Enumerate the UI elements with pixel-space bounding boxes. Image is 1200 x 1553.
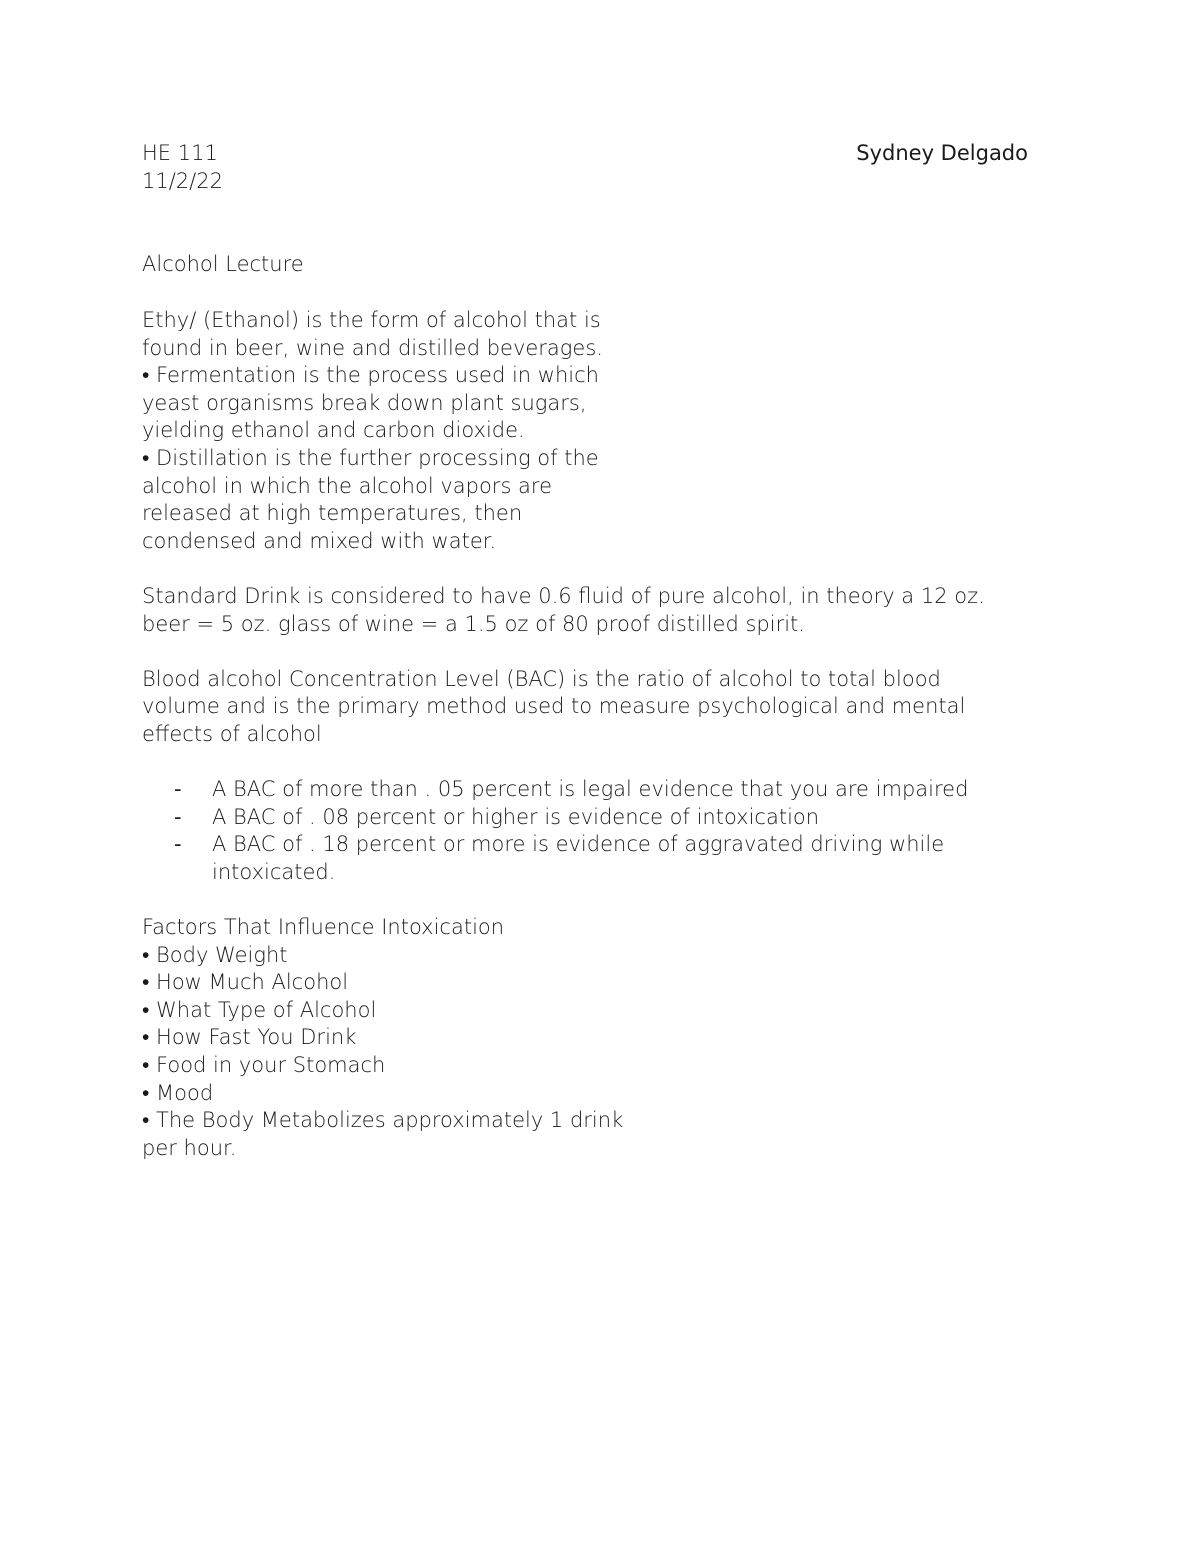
date: 11/2/22 xyxy=(142,169,223,193)
factor-item: • How Much Alcohol xyxy=(142,970,349,994)
factor-item: • What Type of Alcohol xyxy=(142,998,377,1022)
bac-line: Blood alcohol Concentration Level (BAC) is the ratio of alcohol to total blood xyxy=(142,667,941,691)
author-name: Sydney Delgado xyxy=(856,141,1028,165)
factor-item: • The Body Metabolizes approximately 1 drink xyxy=(142,1108,624,1132)
ethyl-line: alcohol in which the alcohol vapors are xyxy=(142,474,553,498)
document-title: Alcohol Lecture xyxy=(142,252,304,276)
ethyl-line: • Distillation is the further processing of the xyxy=(142,446,599,470)
factor-item-continuation: per hour. xyxy=(142,1136,237,1160)
standard-drink-line: beer = 5 oz. glass of wine = a 1.5 oz of 80 proof distilled spirit. xyxy=(142,612,805,636)
bac-list-item-continuation: intoxicated. xyxy=(212,860,336,884)
ethyl-line: released at high temperatures, then xyxy=(142,501,523,525)
factors-heading: Factors That Influence Intoxication xyxy=(142,915,505,939)
ethyl-line: yielding ethanol and carbon dioxide. xyxy=(142,418,525,442)
bac-line: effects of alcohol xyxy=(142,722,322,746)
factor-item: • How Fast You Drink xyxy=(142,1025,357,1049)
list-dash: - xyxy=(174,777,182,801)
list-dash: - xyxy=(174,805,182,829)
ethyl-line: Ethy/ (Ethanol) is the form of alcohol that is xyxy=(142,308,601,332)
bac-line: volume and is the primary method used to measure psychological and mental xyxy=(142,694,966,718)
bac-list-item: A BAC of . 18 percent or more is evidence of aggravated driving while xyxy=(212,832,945,856)
factor-item: • Mood xyxy=(142,1081,214,1105)
factor-item: • Food in your Stomach xyxy=(142,1053,386,1077)
factor-item: • Body Weight xyxy=(142,943,288,967)
ethyl-line: • Fermentation is the process used in which xyxy=(142,363,599,387)
ethyl-line: condensed and mixed with water. xyxy=(142,529,497,553)
course-code: HE 111 xyxy=(142,141,218,165)
ethyl-line: found in beer, wine and distilled beverages. xyxy=(142,336,603,360)
bac-list-item: A BAC of . 08 percent or higher is evidence of intoxication xyxy=(212,805,820,829)
ethyl-line: yeast organisms break down plant sugars, xyxy=(142,391,587,415)
list-dash: - xyxy=(174,832,182,856)
bac-list-item: A BAC of more than . 05 percent is legal evidence that you are impaired xyxy=(212,777,969,801)
standard-drink-line: Standard Drink is considered to have 0.6 fluid of pure alcohol, in theory a 12 oz. xyxy=(142,584,985,608)
